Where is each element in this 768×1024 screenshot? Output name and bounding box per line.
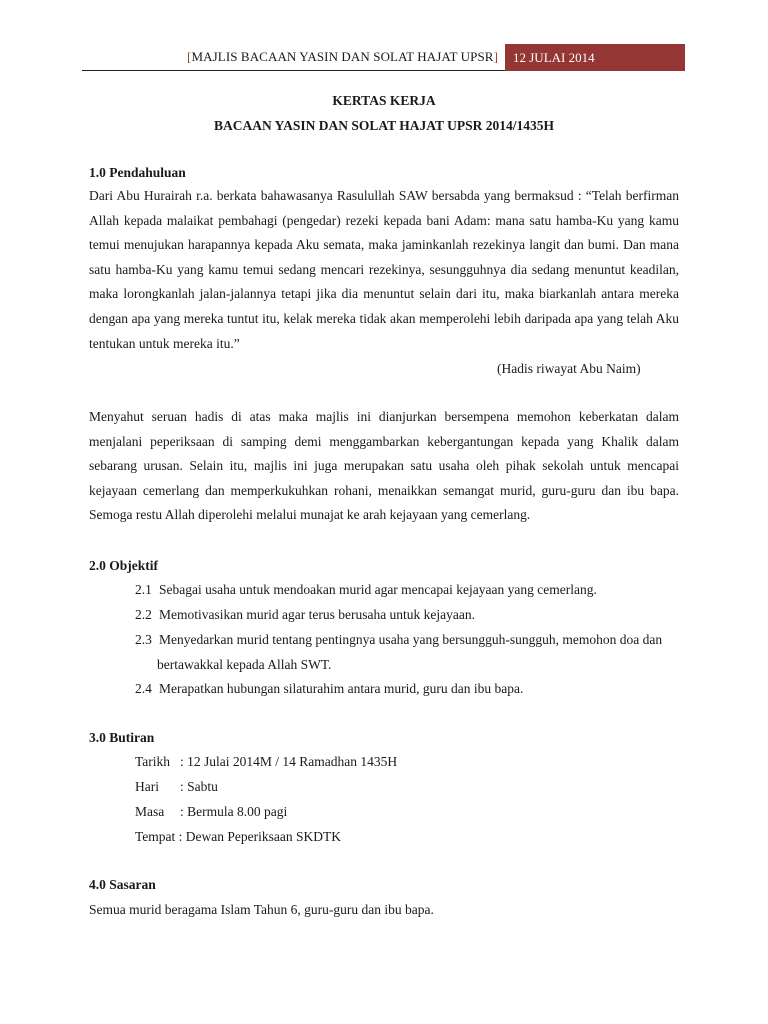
header-date: 12 JULAI 2014: [505, 44, 685, 71]
header-rule: [82, 70, 505, 71]
doc-title-line2: BACAAN YASIN DAN SOLAT HAJAT UPSR 2014/1435H: [213, 118, 555, 133]
doc-title-line1: KERTAS KERJA: [332, 93, 436, 108]
page-header: [0, 44, 768, 74]
section-heading-pendahuluan: 1.0 Pendahuluan: [89, 165, 186, 180]
detail-row-hari: Hari : Sabtu: [135, 779, 218, 794]
section-heading-butiran: 3.0 Butiran: [89, 730, 155, 745]
objective-item-continuation: bertawakkal kepada Allah SWT.: [157, 657, 332, 672]
hadith-citation: (Hadis riwayat Abu Naim): [497, 361, 641, 376]
detail-row-masa: Masa : Bermula 8.00 pagi: [135, 804, 288, 819]
section-heading-objektif: 2.0 Objektif: [89, 558, 158, 573]
header-event-title: [MAJLIS BACAAN YASIN DAN SOLAT HAJAT UPSR]: [187, 49, 498, 64]
section-heading-sasaran: 4.0 Sasaran: [89, 877, 156, 892]
sasaran-text: Semua murid beragama Islam Tahun 6, guru-guru dan ibu bapa.: [89, 902, 434, 917]
intro-paragraph: Menyahut seruan hadis di atas maka majlis ini dianjurkan bersempena memohon keberkatan dalam menjalani peperiksaan di samping demi menggambarkan kebergantungan kepada yang Khalik dalam sebarang urusan. Selain itu, majlis ini juga merupakan satu usaha oleh pihak sekolah untuk mencapai kejayaan cemerlang dan memperkukuhkan rohani, menaikkan semangat murid, guru-guru dan ibu bapa. Semoga restu Allah diperolehi melalui munajat ke arah kejayaan yang cemerlang.: [89, 409, 679, 523]
detail-row-tempat: Tempat : Dewan Peperiksaan SKDTK: [135, 829, 342, 844]
detail-row-tarikh: Tarikh : 12 Julai 2014M / 14 Ramadhan 1435H: [135, 754, 398, 769]
hadith-paragraph: Dari Abu Hurairah r.a. berkata bahawasanya Rasulullah SAW bersabda yang bermaksud : “Telah berfirman Allah kepada malaikat pembahagi (pengedar) rezeki kepada bani Adam: mana satu hamba-Ku yang kamu temui menujukan harapannya kepada Aku semata, maka jaminkanlah rezekinya langit dan bumi. Dan mana satu hamba-Ku yang kamu temui sedang mencari rezekinya, sesungguhnya dia sedang menuntut keadilan, maka lorongkanlah jalan-jalannya tetapi jika dia menuntut selain dari itu, maka biarkanlah antara mereka dengan apa yang mereka tuntut itu, kelak mereka tidak akan memperolehi lebih daripada apa yang telah Aku tentukan untuk mereka itu.”: [89, 188, 679, 351]
